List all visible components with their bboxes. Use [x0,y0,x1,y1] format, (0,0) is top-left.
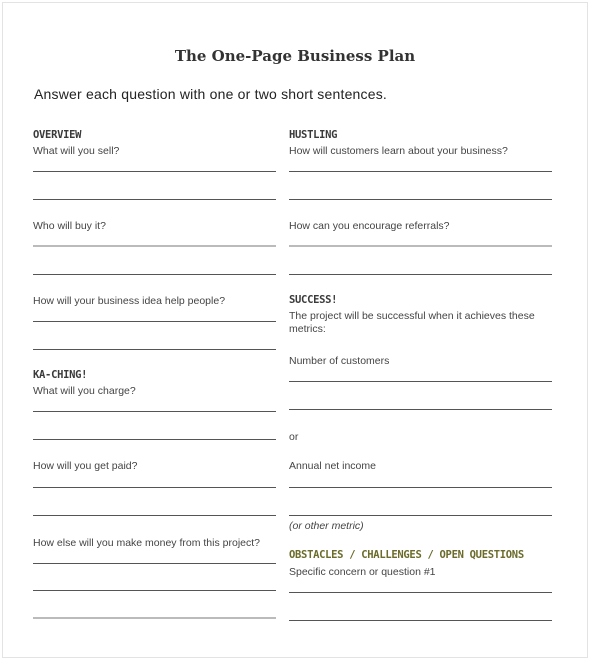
answer-line-charge-1[interactable] [33,411,276,412]
answer-line-paid-2[interactable] [33,515,276,516]
answer-line-buy-2[interactable] [33,274,276,275]
instructions: Answer each question with one or two short sentences. [34,86,388,102]
obstacles-heading: OBSTACLES / CHALLENGES / OPEN QUESTIONS [289,549,524,561]
overview-heading: OVERVIEW [33,129,82,141]
answer-line-sell-1[interactable] [33,171,276,172]
kaching-heading: KA-CHING! [33,369,88,381]
question-help: How will your business idea help people? [33,295,226,307]
answer-line-buy-1[interactable] [33,245,276,247]
answer-line-referrals-2[interactable] [289,274,552,275]
question-success: The project will be successful when it achieves these metrics: [289,310,535,335]
question-concern: Specific concern or question #1 [289,566,436,578]
answer-line-charge-2[interactable] [33,439,276,440]
answer-line-income-1[interactable] [289,487,552,488]
or-label: or [289,431,299,443]
answer-line-concern-1[interactable] [289,592,552,593]
question-referrals: How can you encourage referrals? [289,220,450,232]
answer-line-else-1[interactable] [33,563,276,564]
answer-line-else-3[interactable] [33,617,276,619]
answer-line-sell-2[interactable] [33,199,276,200]
answer-line-learn-2[interactable] [289,199,552,200]
answer-line-help-2[interactable] [33,349,276,350]
question-else: How else will you make money from this project? [33,537,261,549]
answer-line-referrals-1[interactable] [289,245,552,247]
answer-line-help-1[interactable] [33,321,276,322]
question-customers: Number of customers [289,355,390,367]
answer-line-learn-1[interactable] [289,171,552,172]
question-buy: Who will buy it? [33,220,106,232]
answer-line-customers-1[interactable] [289,381,552,382]
question-sell: What will you sell? [33,145,120,157]
question-charge: What will you charge? [33,385,136,397]
page-title: The One-Page Business Plan [174,47,416,65]
hustling-heading: HUSTLING [289,129,338,141]
question-learn: How will customers learn about your business? [289,145,508,157]
other-metric-label: (or other metric) [289,520,364,532]
answer-line-income-2[interactable] [289,515,552,516]
answer-line-concern-2[interactable] [289,620,552,621]
question-paid: How will you get paid? [33,460,138,472]
question-income: Annual net income [289,460,376,472]
answer-line-paid-1[interactable] [33,487,276,488]
success-heading: SUCCESS! [289,294,338,306]
answer-line-else-2[interactable] [33,590,276,591]
answer-line-customers-2[interactable] [289,409,552,410]
